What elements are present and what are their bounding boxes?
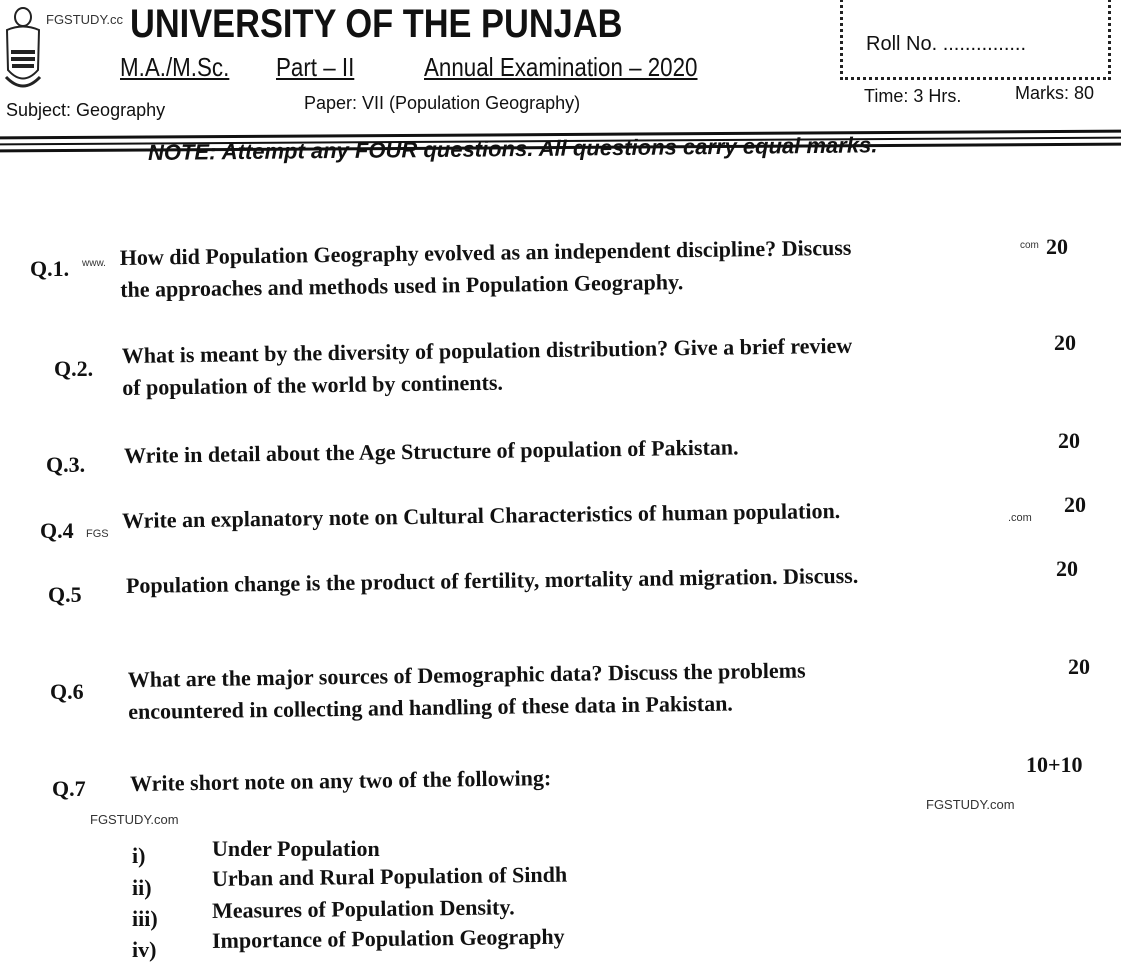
question-line: the approaches and methods used in Population Geography. — [120, 269, 684, 302]
question-marks: 20 — [1064, 492, 1086, 517]
subitem-number: iv) — [132, 937, 157, 962]
question-text — [130, 762, 552, 800]
question-text — [122, 495, 841, 537]
subitem-number: ii) — [132, 875, 152, 900]
question-number: Q.5 — [48, 582, 82, 607]
question-marks: 20 — [1054, 330, 1076, 355]
subitem-number: iii) — [132, 906, 158, 931]
question-text — [120, 232, 852, 306]
subitem-text: Under Population — [212, 836, 380, 861]
question-number: Q.1. — [30, 256, 70, 281]
university-title: UNIVERSITY OF THE PUNJAB — [130, 2, 623, 46]
watermark: com — [1020, 240, 1039, 251]
question-number: Q.2. — [54, 356, 94, 381]
watermark: FGSTUDY.com — [926, 797, 1015, 812]
question-line: of population of the world by continents. — [122, 369, 504, 400]
question-line: What is meant by the diversity of population distribution? Give a brief review — [121, 332, 853, 369]
watermark: www. — [82, 258, 106, 269]
question-line: Population change is the product of fertility, mortality and migration. Discuss. — [125, 562, 859, 598]
marks: Marks: 80 — [1015, 83, 1095, 103]
subject: Subject: Geography — [6, 100, 166, 120]
subitem-text: Urban and Rural Population of Sindh — [211, 861, 568, 891]
subitem-number: i) — [132, 843, 146, 868]
watermark: FGSTUDY.com — [90, 812, 179, 827]
question-line: Write short note on any two of the following: — [129, 765, 552, 796]
question-marks: 20 — [1046, 234, 1068, 259]
program: M.A./M.Sc. — [120, 52, 230, 82]
question-line: What are the major sources of Demographic data? Discuss the problems — [127, 657, 806, 693]
watermark: FGS — [86, 528, 109, 540]
question-text — [128, 655, 807, 728]
time: Time: 3 Hrs. — [864, 86, 962, 106]
question-marks: 10+10 — [1026, 752, 1083, 777]
question-text — [122, 330, 853, 404]
roll-number-field: Roll No. ............... — [866, 33, 1027, 55]
question-line: Write in detail about the Age Structure of population of Pakistan. — [123, 434, 739, 468]
question-number: Q.4 — [40, 518, 74, 543]
question-line: Write an explanatory note on Cultural Characteristics of human population. — [121, 497, 841, 533]
exam-title: Annual Examination – 2020 — [424, 52, 698, 82]
question-number: Q.7 — [52, 776, 86, 801]
question-number: Q.6 — [50, 679, 84, 704]
part: Part – II — [276, 52, 355, 82]
question-marks: 20 — [1068, 654, 1090, 679]
question-text — [124, 431, 739, 472]
university-emblem-logo — [4, 5, 42, 93]
question-line: encountered in collecting and handling of these data in Pakistan. — [128, 690, 734, 724]
instructions-note: NOTE: Attempt any FOUR questions. All questions carry equal marks. — [147, 132, 878, 165]
question-number: Q.3. — [46, 452, 86, 477]
watermark: FGSTUDY.cc — [46, 12, 124, 27]
question-marks: 20 — [1058, 428, 1080, 453]
question-text — [126, 560, 859, 602]
question-marks: 20 — [1056, 556, 1078, 581]
paper: Paper: VII (Population Geography) — [304, 93, 581, 113]
subitem-text: Measures of Population Density. — [211, 894, 515, 923]
watermark: .com — [1008, 512, 1032, 524]
question-line: How did Population Geography evolved as an independent discipline? Discuss — [119, 234, 852, 271]
subitem-text: Importance of Population Geography — [211, 923, 565, 953]
